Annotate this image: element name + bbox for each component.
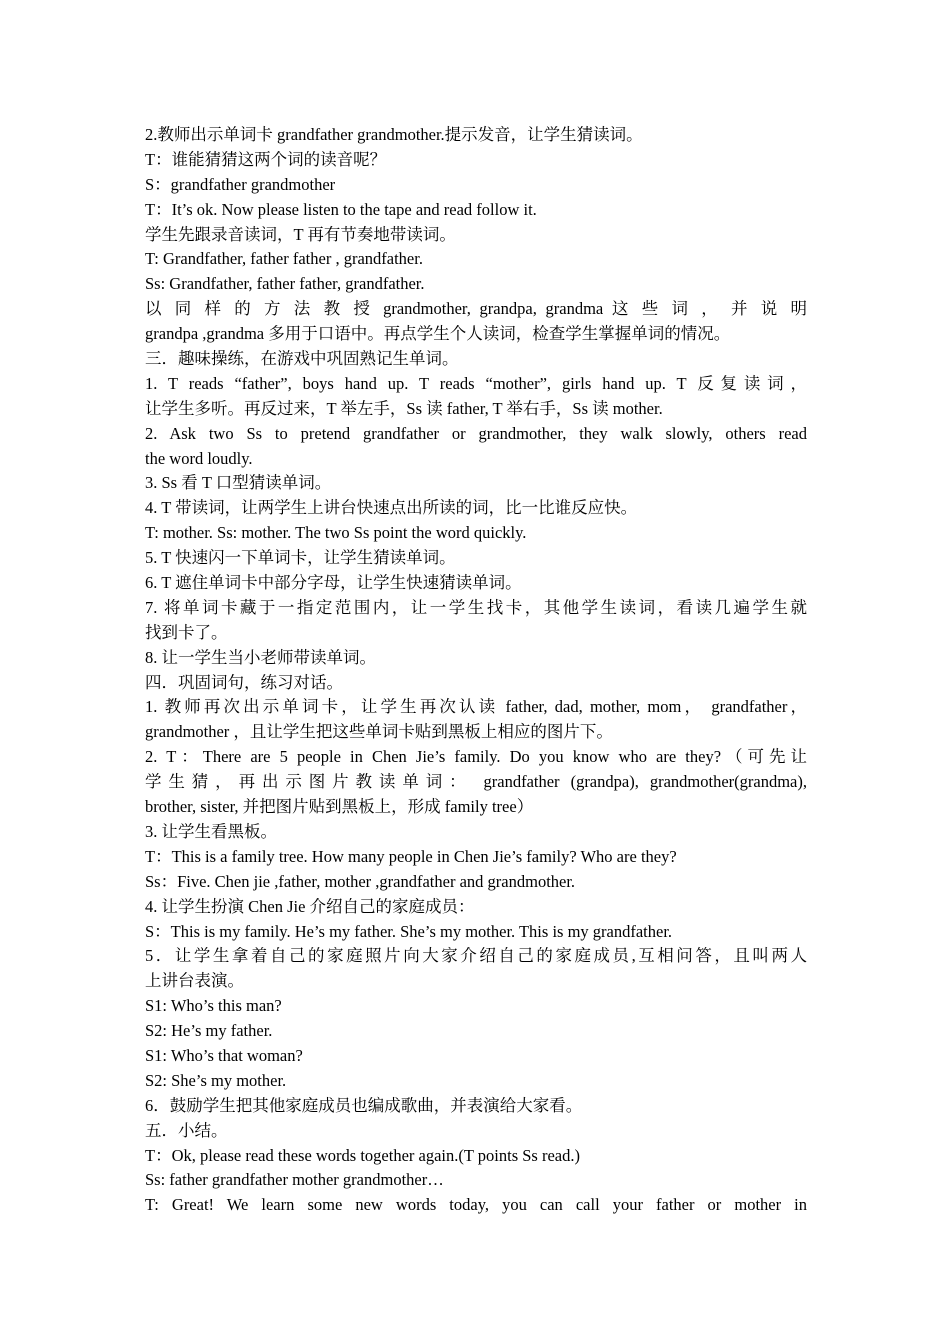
- text-line: S2: She’s my mother.: [145, 1070, 287, 1090]
- text-line: 6．鼓励学生把其他家庭成员也编成歌曲，并表演给大家看。: [145, 1095, 583, 1115]
- text-line: 找到卡了。: [145, 622, 228, 642]
- text-line: S1: Who’s this man?: [145, 996, 282, 1016]
- text-line: S2: He’s my father.: [145, 1021, 273, 1041]
- text-line: 2.教师出示单词卡 grandfather grandmother.提示发音，让学生猜读词。: [145, 125, 643, 144]
- text-line: grandpa ,grandma 多用于口语中。再点学生个人读词，检查学生掌握单词的情况。: [145, 324, 731, 344]
- text-line: 1. T reads “father”, boys hand up. T reads “mother”, girls hand up. T 反复读词，: [145, 373, 807, 393]
- text-line: 2. T：There are 5 people in Chen Jie’s family. Do you know who are they?（可先让: [145, 747, 807, 767]
- text-line: 3. 让学生看黑板。: [145, 821, 277, 841]
- text-line: Ss: Grandfather, father father, grandfather.: [145, 274, 425, 294]
- text-line: 学生先跟录音读词，T 再有节奏地带读词。: [145, 224, 456, 244]
- text-line: 以 同 样 的 方 法 教 授 grandmother, grandpa, grandma 这 些 词 ， 并 说 明: [145, 299, 807, 319]
- text-line: T: Great! We learn some new words today, you can call your father or mother in: [145, 1195, 807, 1215]
- text-line: 五．小结。: [145, 1120, 228, 1140]
- text-line: S：grandfather grandmother: [145, 174, 336, 194]
- text-line: T: mother. Ss: mother. The two Ss point the word quickly.: [145, 523, 527, 543]
- text-line: T：Ok, please read these words together again.(T points Ss read.): [145, 1145, 580, 1165]
- text-line: T：It’s ok. Now please listen to the tape and read follow it.: [145, 199, 537, 219]
- text-line: 5. T 快速闪一下单词卡，让学生猜读单词。: [145, 548, 456, 568]
- text-line: the word loudly.: [145, 448, 253, 468]
- text-line: Ss: father grandfather mother grandmother…: [145, 1170, 444, 1190]
- text-line: 2. Ask two Ss to pretend grandfather or grandmother, they walk slowly, others read: [145, 423, 807, 443]
- text-line: brother, sister, 并把图片贴到黑板上，形成 family tree）: [145, 797, 534, 817]
- text-line: 3. Ss 看 T 口型猜读单词。: [145, 473, 332, 493]
- text-line: 让学生多听。再反过来，T 举左手，Ss 读 father, T 举右手，Ss 读 mother.: [145, 398, 663, 418]
- text-line: T：This is a family tree. How many people in Chen Jie’s family? Who are they?: [145, 846, 677, 866]
- document-page: [145, 123, 807, 1218]
- text-line: 四．巩固词句，练习对话。: [145, 672, 343, 692]
- text-line: T: Grandfather, father father , grandfather.: [145, 249, 423, 269]
- text-line: S：This is my family. He’s my father. She’s my mother. This is my grandfather.: [145, 921, 673, 941]
- text-line: Ss：Five. Chen jie ,father, mother ,grandfather and grandmother.: [145, 871, 576, 891]
- text-line: grandmother ，且让学生把这些单词卡贴到黑板上相应的图片下。: [145, 722, 613, 742]
- text-line: 5．让学生拿着自己的家庭照片向大家介绍自己的家庭成员,互相问答，且叫两人: [145, 946, 807, 966]
- text-line: 学生猜，再出示图片教读单词： grandfather (grandpa), grandmother(grandma),: [145, 772, 807, 792]
- text-line: 4. 让学生扮演 Chen Jie 介绍自己的家庭成员：: [145, 896, 475, 916]
- text-line: 4. T 带读词，让两学生上讲台快速点出所读的词，比一比谁反应快。: [145, 498, 638, 518]
- text-line: 8. 让一学生当小老师带读单词。: [145, 647, 376, 667]
- text-line: 1. 教师再次出示单词卡，让学生再次认读 father, dad, mother, mom， grandfather，: [145, 697, 807, 717]
- text-line: 7. 将单词卡藏于一指定范围内，让一学生找卡，其他学生读词，看读几遍学生就: [145, 597, 807, 617]
- text-line: 上讲台表演。: [145, 971, 244, 991]
- text-line: T：谁能猜猜这两个词的读音呢？: [145, 149, 387, 169]
- text-line: 三．趣味操练，在游戏中巩固熟记生单词。: [145, 349, 459, 369]
- text-line: S1: Who’s that woman?: [145, 1045, 303, 1065]
- text-line: 6. T 遮住单词卡中部分字母，让学生快速猜读单词。: [145, 573, 522, 593]
